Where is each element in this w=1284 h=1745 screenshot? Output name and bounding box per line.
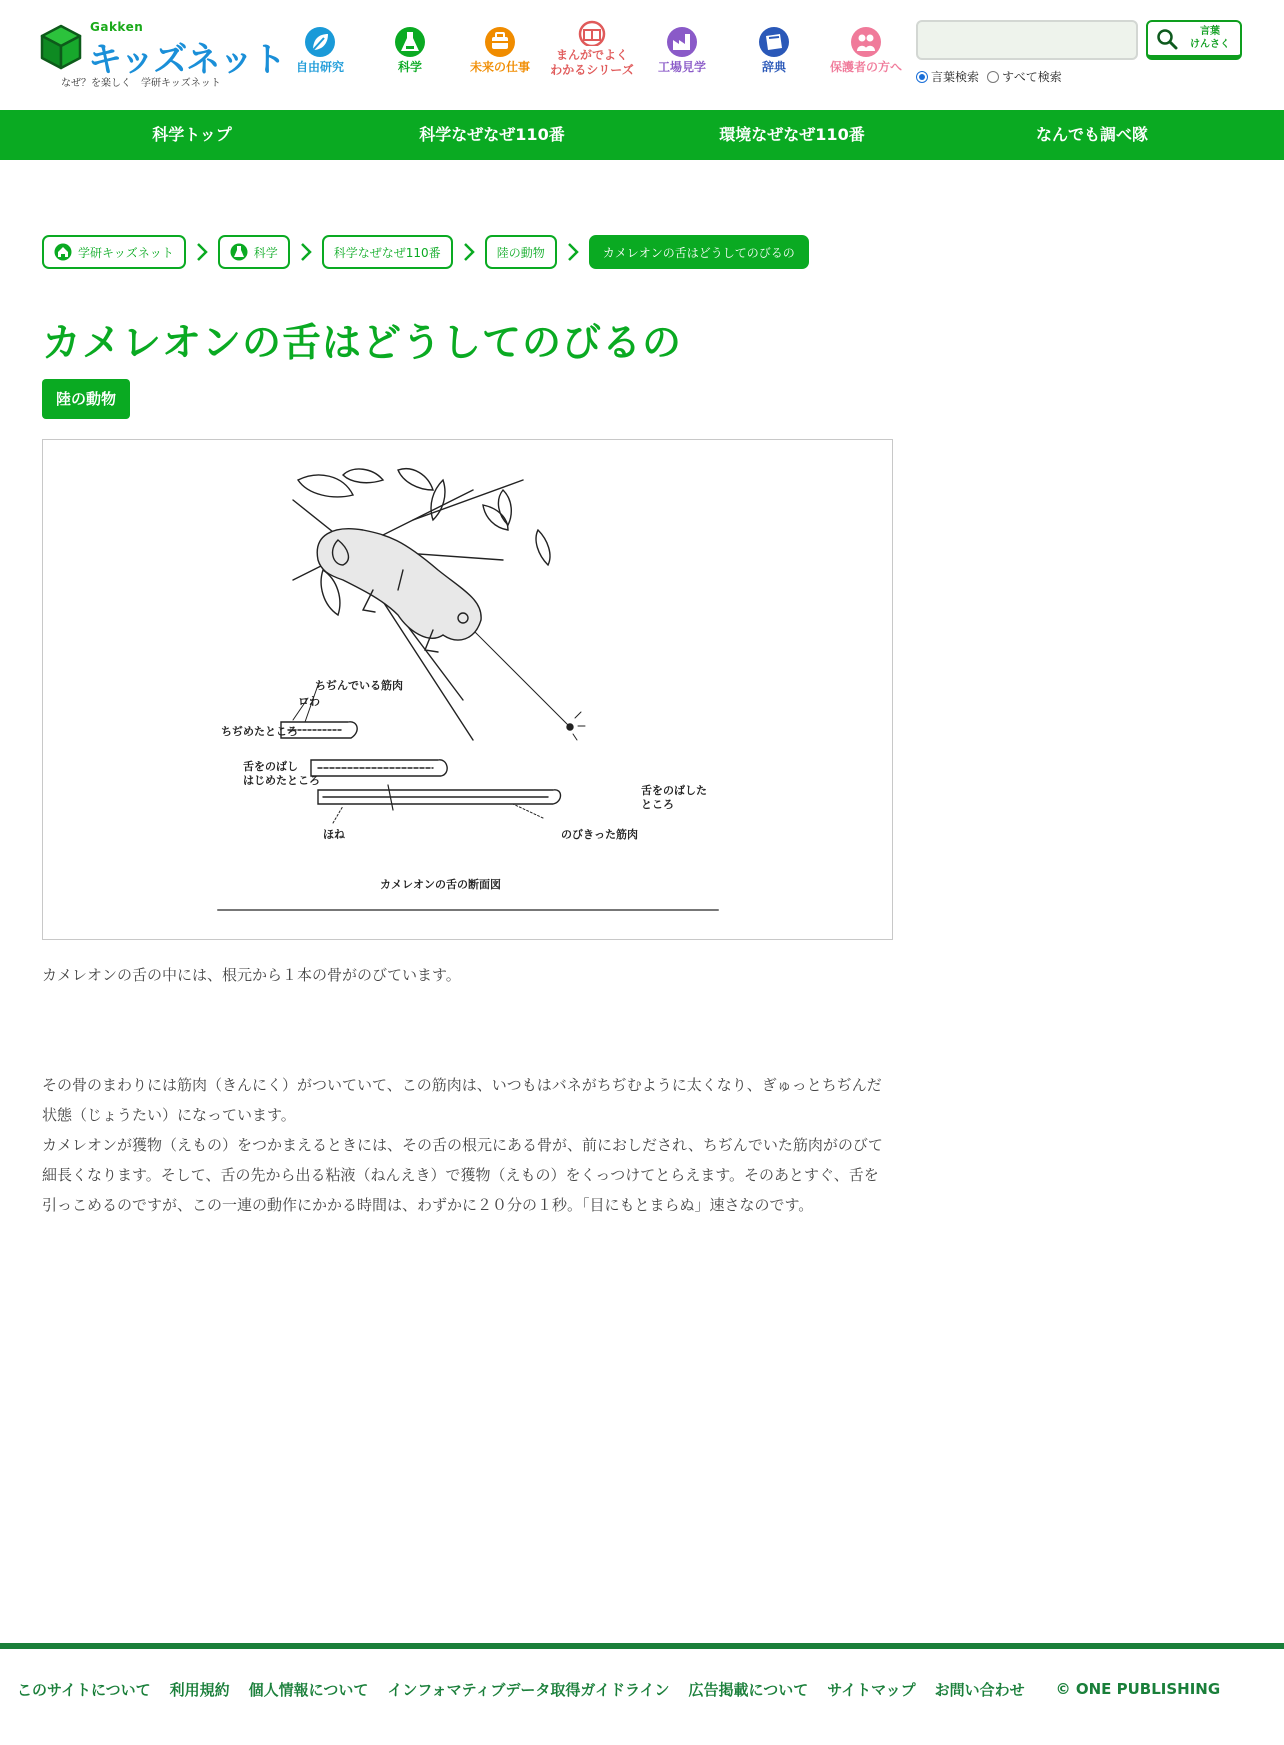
label-contracted-muscle: ちぢんでいる筋肉: [315, 679, 403, 692]
site-header: [0, 0, 1284, 110]
breadcrumb-why110-label: 科学なぜなぜ110番: [333, 245, 441, 260]
label-extended-muscle: のびきった筋肉: [561, 828, 638, 841]
chevron-right-icon: [557, 242, 589, 262]
chameleon-illustration: [42, 439, 893, 940]
chevron-right-icon: [453, 242, 485, 262]
site-logo[interactable]: [40, 20, 286, 90]
article-body: [42, 1070, 893, 1220]
nav-manga-label-2: わかるシリーズ: [550, 63, 634, 77]
book-icon: [576, 20, 608, 46]
article-paragraph: その骨のまわりには筋肉（きんにく）がついていて、この筋肉は、いつもはバネがちぢむように太くなり、ぎゅっとちぢんだ状態（じょうたい）になっています。: [42, 1076, 882, 1124]
label-start-extend-1: 舌をのばし: [243, 760, 298, 773]
nav-factory-tour[interactable]: [632, 18, 732, 75]
breadcrumb: [42, 235, 809, 269]
radio-word-search-label: 言葉検索: [931, 70, 980, 84]
chameleon-drawing: [43, 440, 894, 941]
label-start-extend-2: はじめたところ: [243, 774, 320, 787]
breadcrumb-why110[interactable]: [322, 235, 453, 269]
breadcrumb-home[interactable]: [42, 235, 186, 269]
label-extended-1: 舌をのばした: [641, 784, 707, 797]
bag-icon: [484, 26, 516, 58]
footer-about[interactable]: このサイトについて: [17, 1680, 151, 1699]
nav-future-jobs-label: 未来の仕事: [469, 60, 530, 74]
breadcrumb-science-label: 科学: [253, 245, 278, 260]
category-tag[interactable]: 陸の動物: [42, 379, 130, 419]
cube-logo-icon: [40, 24, 82, 70]
label-bone: ほね: [323, 828, 345, 841]
nav-free-research-label: 自由研究: [295, 60, 344, 74]
breadcrumb-land-animals[interactable]: [485, 235, 557, 269]
subnav-environment-why110[interactable]: 環境なぜなぜ110番: [719, 125, 865, 144]
breadcrumb-science[interactable]: [218, 235, 290, 269]
nav-manga-series[interactable]: [542, 18, 642, 78]
nav-science-label: 科学: [397, 60, 422, 74]
nav-dictionary[interactable]: [724, 18, 824, 75]
footer-divider: [0, 1643, 1284, 1649]
subnav-science-why110[interactable]: 科学なぜなぜ110番: [419, 125, 565, 144]
copyright: © ONE PUBLISHING: [1055, 1680, 1221, 1698]
nav-future-jobs[interactable]: [450, 18, 550, 75]
nav-parents[interactable]: [816, 18, 916, 75]
label-ring: ロわ: [298, 695, 320, 708]
nav-science[interactable]: [360, 18, 460, 75]
label-extended-2: ところ: [641, 798, 674, 811]
radio-all-search[interactable]: [987, 71, 999, 83]
factory-icon: [666, 26, 698, 58]
search-button-line1: 言葉: [1200, 26, 1220, 37]
nav-dictionary-label: 辞典: [761, 60, 786, 74]
breadcrumb-current: カメレオンの舌はどうしてのびるの: [589, 235, 809, 269]
nav-factory-label: 工場見学: [657, 60, 706, 74]
search-button[interactable]: [1146, 20, 1242, 60]
logo-name: キッズネット: [88, 40, 286, 80]
nav-manga-label-1: まんがでよく: [555, 48, 628, 62]
footer-terms[interactable]: 利用規約: [169, 1680, 230, 1699]
nav-parents-label: 保護者の方へ: [829, 60, 902, 74]
dictionary-icon: [758, 26, 790, 58]
search-area: [916, 20, 1246, 90]
footer-advertising[interactable]: 広告掲載について: [688, 1680, 809, 1699]
footer-privacy[interactable]: 個人情報について: [248, 1680, 369, 1699]
home-icon: [54, 243, 72, 261]
footer-contact[interactable]: お問い合わせ: [934, 1680, 1025, 1699]
radio-word-search[interactable]: [916, 71, 928, 83]
article-paragraph: カメレオンが獲物（えもの）をつかまえるときには、その舌の根元にある骨が、前におしだされ、ちぢんでいた筋肉がのびて細長くなります。そして、舌の先から出る粘液（ねんえき）で獲物（えもの）をくっつけてとらえます。そのあとすぐ、舌を引っこめるのですが、この一連の動作にかかる時間は、わずかに２０分の１秒。「目にもとまらぬ」速さなのです。: [42, 1136, 883, 1214]
flask-icon: [394, 26, 426, 58]
breadcrumb-home-label: 学研キッズネット: [78, 245, 174, 260]
breadcrumb-land-animals-label: 陸の動物: [496, 245, 545, 260]
search-mode-radios: [916, 68, 1070, 85]
flask-icon: [230, 243, 248, 261]
search-input[interactable]: [916, 20, 1138, 60]
footer-data-guideline[interactable]: インフォマティブデータ取得ガイドライン: [387, 1680, 670, 1699]
article-paragraph: カメレオンの舌の中には、根元から１本の骨がのびています。: [42, 966, 461, 984]
footer-sitemap[interactable]: サイトマップ: [827, 1680, 916, 1699]
figure-caption: カメレオンの舌の断面図: [380, 878, 501, 891]
magnifier-icon: [1156, 28, 1178, 50]
subnav-research-team[interactable]: なんでも調べ隊: [1035, 125, 1148, 144]
parents-icon: [850, 26, 882, 58]
page-title: カメレオンの舌はどうしてのびるの: [42, 321, 683, 366]
logo-brand: Gakken: [90, 20, 144, 34]
label-contracted: ちぢめたところ: [221, 725, 298, 738]
nav-free-research[interactable]: [270, 18, 370, 75]
footer-nav: [17, 1677, 1277, 1701]
leaf-icon: [304, 26, 336, 58]
radio-all-search-label: すべて検索: [1002, 70, 1062, 84]
search-button-line2: けんさく: [1190, 39, 1230, 50]
subnav-science-top[interactable]: 科学トップ: [152, 125, 232, 144]
logo-tagline: なぜ？を楽しく 学研キッズネット: [61, 78, 221, 89]
chevron-right-icon: [186, 242, 218, 262]
chevron-right-icon: [290, 242, 322, 262]
science-subnav: [0, 110, 1284, 160]
